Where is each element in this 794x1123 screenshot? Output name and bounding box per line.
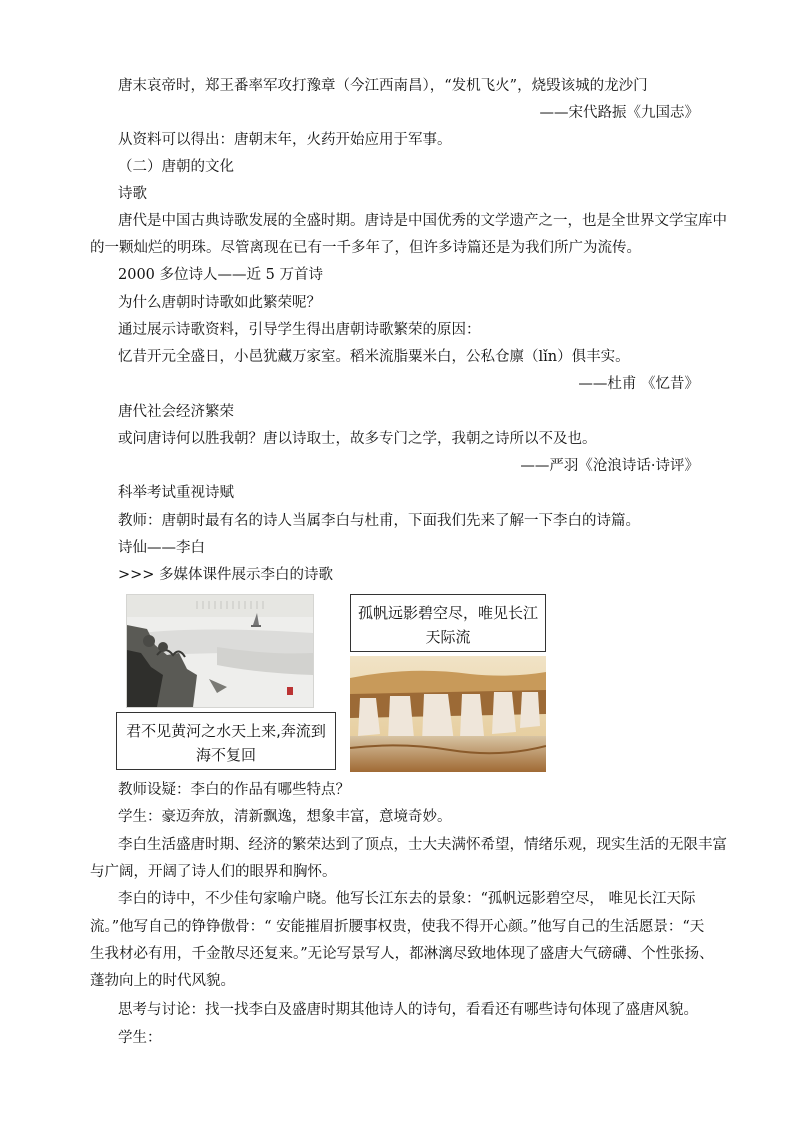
quote: 或问唐诗何以胜我朝？唐以诗取士，故多专门之学，我朝之诗所以不及也。 (118, 431, 597, 447)
text-line: 唐代社会经济繁荣 (118, 404, 234, 420)
text-line: >>> 多媒体课件展示李白的诗歌 (118, 567, 334, 583)
citation: ——宋代路振《九国志》 (539, 105, 699, 121)
text-line: 与广阔，开阔了诗人们的眼界和胸怀。 (90, 864, 337, 880)
waterfall-photo (350, 656, 546, 772)
citation: ——严羽《沧浪诗话·诗评》 (520, 458, 699, 474)
section-heading: （二）唐朝的文化 (118, 159, 234, 175)
citation: ——杜甫 《忆昔》 (578, 376, 699, 392)
text-line: 思考与讨论：找一找李白及盛唐时期其他诗人的诗句，看看还有哪些诗句体现了盛唐风貌。 (118, 1002, 698, 1018)
text-line: 生我材必有用，千金散尽还复来。”无论写景写人，都淋漓尽致地体现了盛唐大气磅礴、个性张扬、 (90, 946, 714, 962)
poem-quote: 忆昔开元全盛日，小邑犹藏万家室。稻米流脂粟米白，公私仓廪（lǐn）俱丰实。 (118, 349, 630, 365)
text-line: 的一颗灿烂的明珠。尽管离现在已有一千多年了，但许多诗篇还是为我们所广为流传。 (90, 240, 641, 256)
text-line: 教师设疑：李白的作品有哪些特点？ (118, 782, 350, 798)
text-line: 从资料可以得出：唐朝末年，火药开始应用于军事。 (118, 132, 452, 148)
text-line: 学生： (118, 1030, 162, 1046)
text-line: 科举考试重视诗赋 (118, 485, 234, 501)
text-line: 李白生活盛唐时期、经济的繁荣达到了顶点，士大夫满怀希望，情绪乐观，现实生活的无限丰富 (118, 837, 727, 853)
text-line: 为什么唐朝时诗歌如此繁荣呢？ (118, 295, 321, 311)
text-line: 2000 多位诗人——近 5 万首诗 (118, 267, 323, 283)
text-line: 李白的诗中，不少佳句家喻户晓。他写长江东去的景象：“孤帆远影碧空尽， 唯见长江天际 (118, 891, 696, 907)
text-line: 通过展示诗歌资料，引导学生得出唐朝诗歌繁荣的原因： (118, 322, 481, 338)
subheading: 诗歌 (118, 186, 147, 202)
ink-painting-image (126, 594, 314, 708)
text-line: 蓬勃向上的时代风貌。 (90, 973, 235, 989)
text-line: 唐代是中国古典诗歌发展的全盛时期。唐诗是中国优秀的文学遗产之一，也是全世界文学宝库中 (118, 213, 727, 229)
poem-caption-sail: 孤帆远影碧空尽，唯见长江天际流 (350, 594, 546, 652)
text-line: 教师：唐朝时最有名的诗人当属李白与杜甫，下面我们先来了解一下李白的诗篇。 (118, 513, 640, 529)
subheading: 诗仙——李白 (118, 540, 205, 556)
text-line: 唐末哀帝时，郑王番率军攻打豫章（今江西南昌），“发机飞火”，烧毁该城的龙沙门 (118, 78, 648, 94)
text-line: 学生：豪迈奔放，清新飘逸，想象丰富，意境奇妙。 (118, 809, 452, 825)
text-line: 流。”他写自己的铮铮傲骨：“ 安能摧眉折腰事权贵，使我不得开心颜。”他写自己的生活愿景：“天 (90, 919, 705, 935)
poem-caption-yellow-river: 君不见黄河之水天上来,奔流到海不复回 (116, 712, 336, 770)
